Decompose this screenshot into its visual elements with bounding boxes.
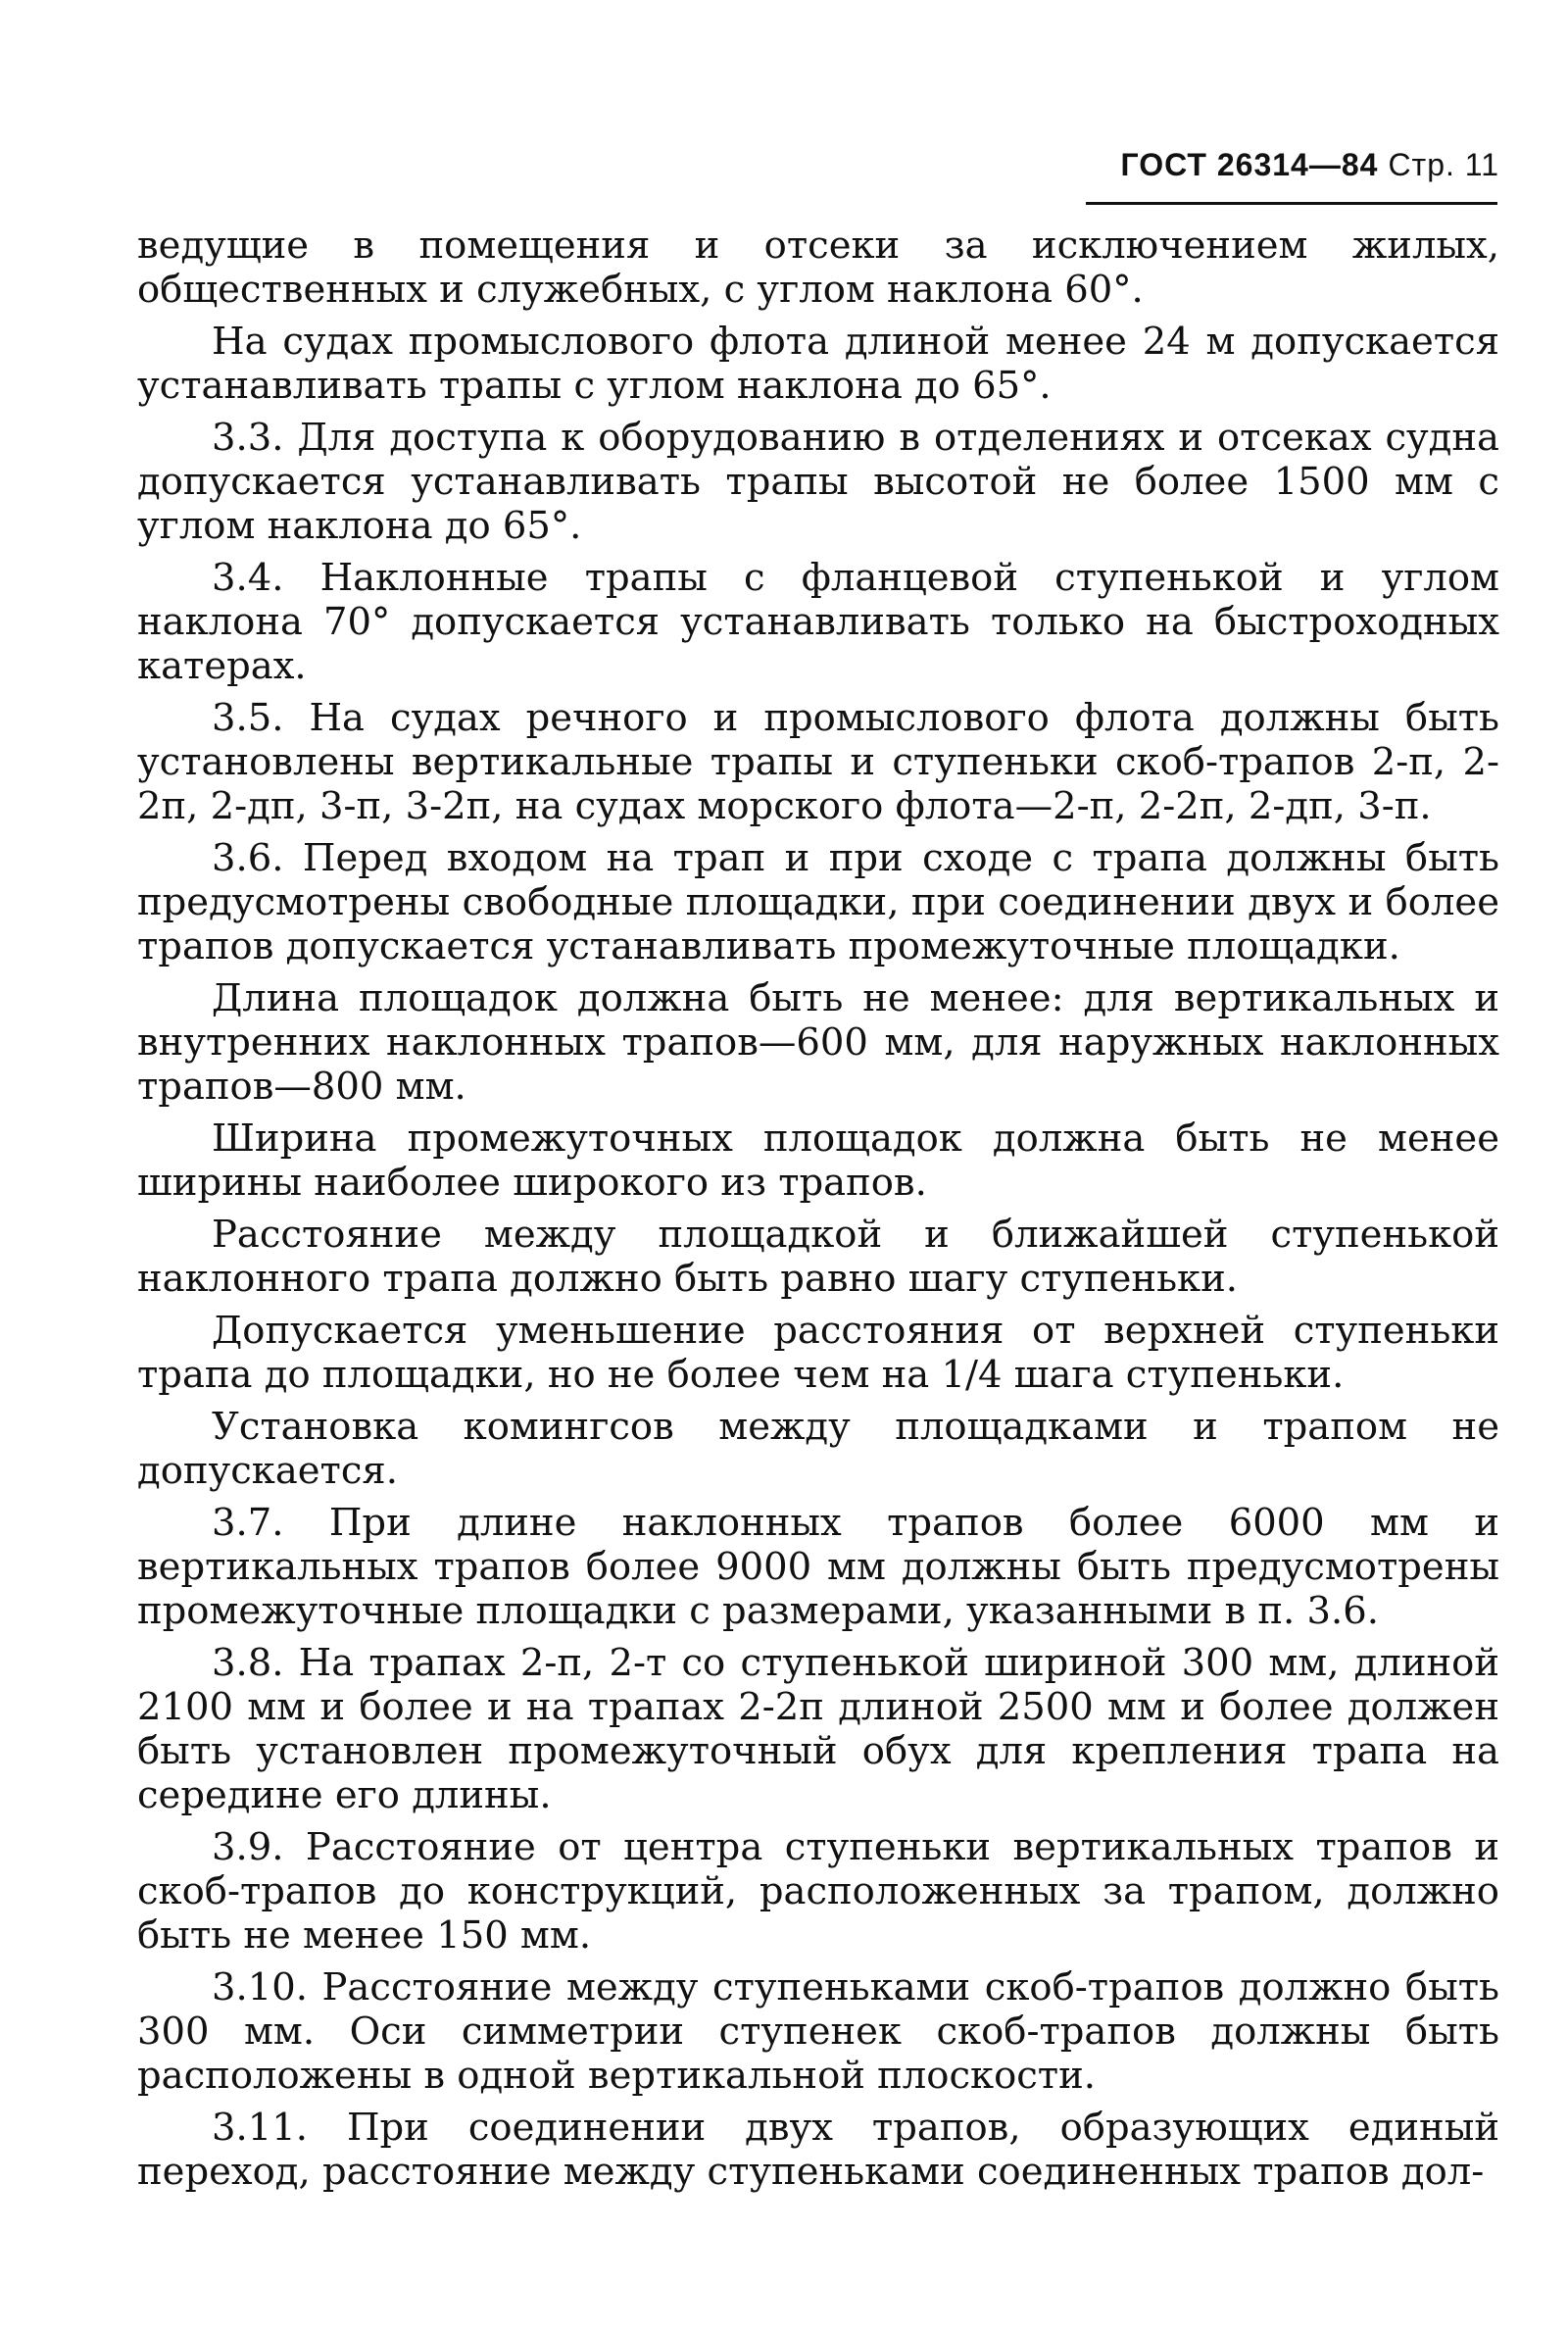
paragraph: Допускается уменьшение расстояния от верхней ступеньки трапа до площадки, но не более чем на 1/4 шага ступеньки. [137,1309,1499,1397]
paragraph: Ширина промежуточных площадок должна быть не менее ширины наиболее широкого из трапов. [137,1116,1499,1205]
paragraph: На судах промыслового флота длиной менее 24 м допускается устанавливать трапы с углом наклона до 65°. [137,320,1499,408]
paragraph: Установка комингсов между площадками и трапом не допускается. [137,1405,1499,1493]
paragraph: 3.4. Наклонные трапы с фланцевой ступенькой и углом наклона 70° допускается устанавливать только на быстроходных катерах. [137,556,1499,688]
paragraph: 3.7. При длине наклонных трапов более 6000 мм и вертикальных трапов более 9000 мм должны быть предусмотрены промежуточные площадки с размерами, указанными в п. 3.6. [137,1501,1499,1633]
paragraph: 3.9. Расстояние от центра ступеньки вертикальных трапов и скоб-трапов до конструкций, расположенных за трапом, должно быть не менее 150 мм. [137,1825,1499,1958]
paragraph: 3.11. При соединении двух трапов, образующих единый переход, расстояние между ступеньками соединенных трапов дол- [137,2106,1499,2194]
paragraph: 3.6. Перед входом на трап и при сходе с трапа должны быть предусмотрены свободные площадки, при соединении двух и более трапов допускается устанавливать промежуточные площадки. [137,836,1499,968]
document-body [137,223,1499,2194]
paragraph: 3.5. На судах речного и промыслового флота должны быть установлены вертикальные трапы и ступеньки скоб-трапов 2-п, 2-2п, 2-дп, 3-п, 3-2п, на судах морского флота—2-п, 2-2п, 2-дп, 3-п. [137,696,1499,828]
paragraph: 3.10. Расстояние между ступеньками скоб-трапов должно быть 300 мм. Оси симметрии ступенек скоб-трапов должны быть расположены в одной вертикальной плоскости. [137,1965,1499,2098]
standard-number: ГОСТ 26314—84 [1120,147,1379,182]
page-header [1078,147,1499,194]
paragraph: Длина площадок должна быть не менее: для вертикальных и внутренних наклонных трапов—600 мм, для наружных наклонных трапов—800 мм. [137,976,1499,1109]
header-rule [1086,202,1497,205]
page-number: Стр. 11 [1388,147,1499,182]
paragraph: 3.3. Для доступа к оборудованию в отделениях и отсеках судна допускается устанавливать трапы высотой не более 1500 мм с углом наклона до 65°. [137,416,1499,548]
paragraph: ведущие в помещения и отсеки за исключением жилых, общественных и служебных, с углом наклона 60°. [137,223,1499,312]
paragraph: Расстояние между площадкой и ближайшей ступенькой наклонного трапа должно быть равно шагу ступеньки. [137,1213,1499,1301]
paragraph: 3.8. На трапах 2-п, 2-т со ступенькой шириной 300 мм, длиной 2100 мм и более и на трапах 2-2п длиной 2500 мм и более должен быть установлен промежуточный обух для крепления трапа на середине его длины. [137,1641,1499,1817]
